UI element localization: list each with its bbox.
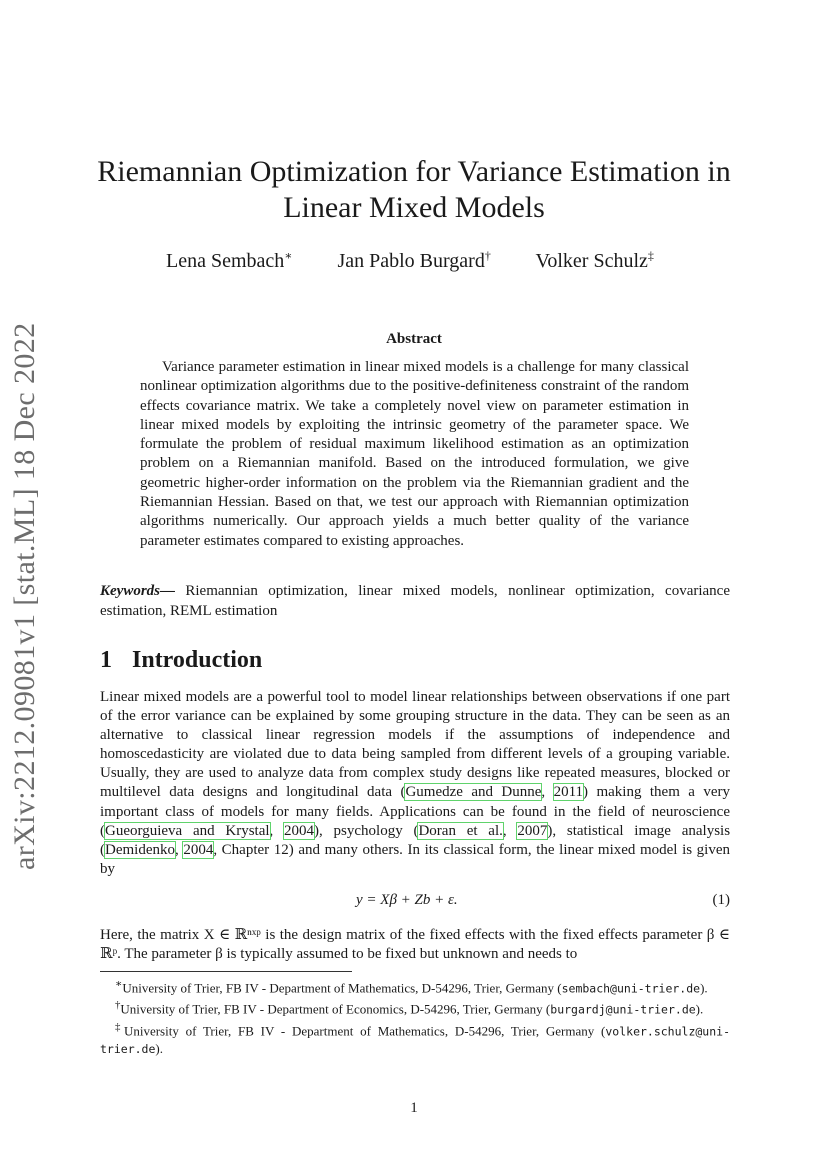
author-mark: ‡ (647, 248, 654, 262)
author-2 (337, 250, 490, 272)
paper-title (80, 154, 748, 226)
intro-text: ), statistical image analysis ( (100, 822, 731, 858)
equation-body: y = Xβ + Zb + ε. (356, 892, 458, 908)
intro-text: , (269, 822, 285, 839)
author-name: Volker Schulz (535, 249, 648, 272)
email-link[interactable]: sembach@uni-trier.de (561, 981, 701, 996)
section-number: 1 (100, 647, 112, 673)
keywords-text: Riemannian optimization, linear mixed models, nonlinear optimization, covariance estimation, REML estimation (100, 583, 730, 619)
keywords-label: Keywords— (100, 583, 175, 599)
footnote-1 (100, 976, 730, 997)
section-title: Introduction (132, 647, 263, 673)
intro-text: , Chapter 12) and many others. In its classical form, the linear mixed model is given by (100, 841, 730, 877)
citation-link[interactable]: 2011 (553, 784, 584, 801)
footnote-text: University of Trier, FB IV - Department of Mathematics, D-54296, Trier, Germany ( (123, 1022, 606, 1038)
body-paragraph: Here, the matrix X ∈ ℝⁿˣᵖ is the design matrix of the fixed effects with the fixed effects parameter β ∈ ℝᵖ. The parameter β is typically assumed to be fixed but unknown and needs to (100, 927, 730, 963)
footnote-mark: ‡ (115, 1020, 124, 1033)
intro-paragraph (100, 688, 730, 879)
intro-text: Linear mixed models are a powerful tool to model linear relationships between observations if one part of the error variance can be explained by some grouping structure in the data. They can be seen as an alternative to classical linear regression models if the assumptions of independence and homoscedasticity are violated due to data being sampled from different levels of a grouping variable. Usually, they are used to analyze data from complex study designs like repeated measures, blocked or multilevel data designs and longitudinal data ( (100, 689, 730, 801)
citation-link[interactable]: 2004 (284, 822, 315, 839)
abstract-text: Variance parameter estimation in linear mixed models is a challenge for many classical nonlinear optimization algorithms due to the positive-definiteness constraint of the random effects covariance matrix. We take a completely novel view on parameter estimation in linear mixed models by exploiting the intrinsic geometry of the parameter space. We formulate the problem of residual maximum likelihood estimation as an optimization problem on a Riemannian manifold. Based on the introduced formulation, we give geometric higher-order information on the problem via the Riemannian gradient and the Riemannian Hessian. Based on that, we test our approach with Riemannian optimization algorithms numerically. Our approach yields a much better quality of the variance parameter estimates compared to existing approaches. (140, 359, 689, 549)
footnote-text: University of Trier, FB IV - Department of Mathematics, D-54296, Trier, Germany ( (122, 980, 562, 996)
author-name: Lena Sembach (166, 249, 285, 272)
footnotes (100, 976, 730, 1058)
footnote-end: ). (700, 980, 708, 996)
author-mark: † (484, 248, 491, 262)
citation-link[interactable]: 2004 (183, 841, 214, 858)
author-list (166, 248, 694, 273)
intro-text: , (174, 841, 184, 858)
footnote-mark: ∗ (115, 978, 123, 990)
email-link[interactable]: volker.schulz@uni-trier.de (100, 1023, 730, 1056)
footnote-end: ). (155, 1040, 163, 1056)
intro-text: , (541, 784, 554, 801)
citation-link[interactable]: Demidenko (105, 841, 175, 858)
footnote-mark: † (115, 999, 121, 1012)
citation-link[interactable]: 2007 (517, 822, 548, 839)
abstract-heading: Abstract (386, 331, 442, 347)
title-line-2: Linear Mixed Models (283, 191, 545, 224)
footnote-end: ). (695, 1001, 704, 1017)
title-line-1: Riemannian Optimization for Variance Estimation in (97, 155, 731, 188)
section-heading (100, 647, 262, 674)
equation-number: (1) (712, 892, 730, 908)
keywords (100, 582, 730, 621)
intro-text: , (502, 822, 518, 839)
author-mark: ∗ (284, 248, 293, 262)
arxiv-identifier: arXiv:2212.09081v1 [stat.ML] 18 Dec 2022 (8, 322, 41, 870)
footnote-text: University of Trier, FB IV - Department of Economics, D-54296, Trier, Germany ( (120, 1001, 551, 1017)
author-name: Jan Pablo Burgard (337, 249, 485, 272)
footnote-rule (100, 971, 352, 972)
footnote-2 (100, 997, 730, 1018)
intro-text: ), psychology ( (314, 822, 419, 839)
author-3 (535, 250, 653, 272)
citation-link[interactable]: Doran et al. (418, 822, 503, 839)
equation-1 (100, 892, 730, 914)
citation-link[interactable]: Gumedze and Dunne (405, 784, 542, 801)
page-number: 1 (410, 1100, 418, 1116)
citation-link[interactable]: Gueorguieva and Krystal (105, 822, 270, 839)
intro-text: ) making them a very important class of models for many fields. Applications can be found in the field of neuroscience ( (100, 784, 731, 839)
author-1 (166, 250, 292, 272)
footnote-3 (100, 1019, 730, 1058)
email-link[interactable]: burgardj@uni-trier.de (550, 1002, 696, 1017)
